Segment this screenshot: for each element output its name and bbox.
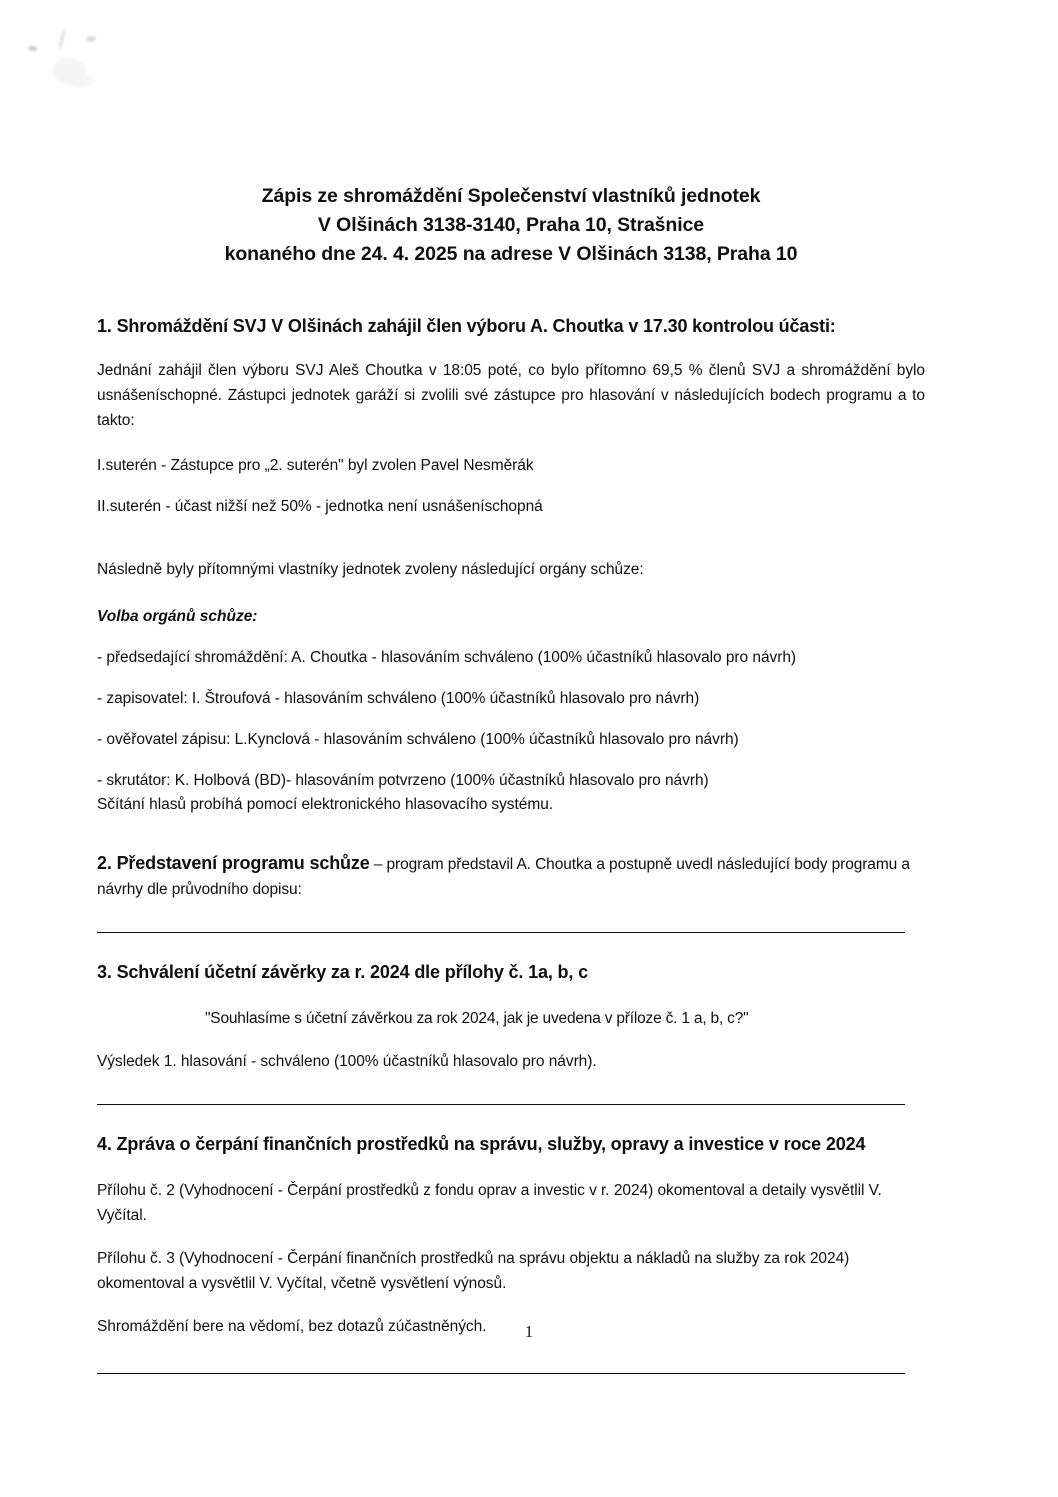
basement-1-line: I.suterén - Zástupce pro „2. suterén" byl zvolen Pavel Nesměrák [97, 457, 534, 474]
title-line-1: Zápis ze shromáždění Společenství vlastníků jednotek [261, 185, 761, 207]
basement-2-line: II.suterén - účast nižší než 50% - jednotka není usnášeníschopná [97, 498, 543, 515]
section-1-heading: 1. Shromáždění SVJ V Olšinách zahájil člen výboru A. Choutka v 17.30 kontrolou účasti: [97, 316, 836, 336]
list-item: - ověřovatel zápisu: L.Kynclová - hlasováním schváleno (100% účastníků hlasovalo pro návrh) [97, 731, 739, 748]
scan-smudge-icon [28, 46, 37, 51]
section-3-vote-result: Výsledek 1. hlasování - schváleno (100% účastníků hlasovalo pro návrh). [97, 1053, 597, 1070]
section-4-paragraph-2: Přílohu č. 3 (Vyhodnocení - Čerpání finančních prostředků na správu objektu a nákladů na služby za rok 2024) okomentoval a vysvětlil V. Vyčítal, včetně vysvětlení výnosů. [97, 1250, 850, 1292]
section-1-opening-paragraph: Jednání zahájil člen výboru SVJ Aleš Choutka v 18:05 poté, co bylo přítomno 69,5 % členů SVJ a shromáždění bylo usnášeníschopné. Zástupci jednotek garáží si zvolili své zástupce pro hlasování v následujících bodech programu a to takto: [97, 362, 925, 429]
section-2-heading [97, 851, 925, 902]
scan-smudge-icon [64, 74, 94, 88]
document-body [97, 0, 925, 1374]
title-line-3: konaného dne 24. 4. 2025 na adrese V Olšinách 3138, Praha 10 [224, 243, 798, 265]
scan-smudge-icon [57, 28, 66, 50]
list-item: - skrutátor: K. Holbová (BD)- hlasováním potvrzeno (100% účastníků hlasovalo pro návrh) [97, 772, 709, 789]
section-2-heading-rest: – program představil A. Choutka a postupně uvedl následující body programu a návrhy dle průvodního dopisu: [97, 856, 910, 898]
section-divider [97, 1373, 905, 1374]
page-number: 1 [524, 1322, 534, 1341]
section-4-paragraph-3: Shromáždění bere na vědomí, bez dotazů zúčastněných. [97, 1318, 487, 1335]
vote-counting-note: Sčítání hlasů probíhá pomocí elektronického hlasovacího systému. [97, 796, 554, 813]
election-of-bodies-subheading: Volba orgánů schůze: [97, 608, 258, 625]
section-3-heading: 3. Schválení účetní závěrky za r. 2024 dle přílohy č. 1a, b, c [97, 962, 588, 982]
section-4-heading: 4. Zpráva o čerpání finančních prostředků na správu, služby, opravy a investice v roce 2024 [97, 1134, 866, 1154]
scan-smudge-icon [52, 58, 86, 84]
scan-smudge-icon [86, 36, 96, 42]
title-line-2: V Olšinách 3138-3140, Praha 10, Strašnice [317, 214, 705, 236]
document-title [97, 0, 925, 269]
list-item: - zapisovatel: I. Štroufová - hlasováním schváleno (100% účastníků hlasovalo pro návrh) [97, 690, 700, 707]
section-3-motion-quote: "Souhlasíme s účetní závěrkou za rok 2024, jak je uvedena v příloze č. 1 a, b, c?" [205, 1010, 749, 1027]
list-item: - předsedající shromáždění: A. Choutka - hlasováním schváleno (100% účastníků hlasovalo pro návrh) [97, 649, 797, 666]
bodies-elected-intro: Následně byly přítomnými vlastníky jednotek zvoleny následující orgány schůze: [97, 561, 644, 578]
section-4-paragraph-1: Přílohu č. 2 (Vyhodnocení - Čerpání prostředků z fondu oprav a investic v r. 2024) okomentoval a detaily vysvětlil V. Vyčítal. [97, 1182, 882, 1224]
section-2-heading-bold: 2. Představení programu schůze [97, 853, 370, 873]
